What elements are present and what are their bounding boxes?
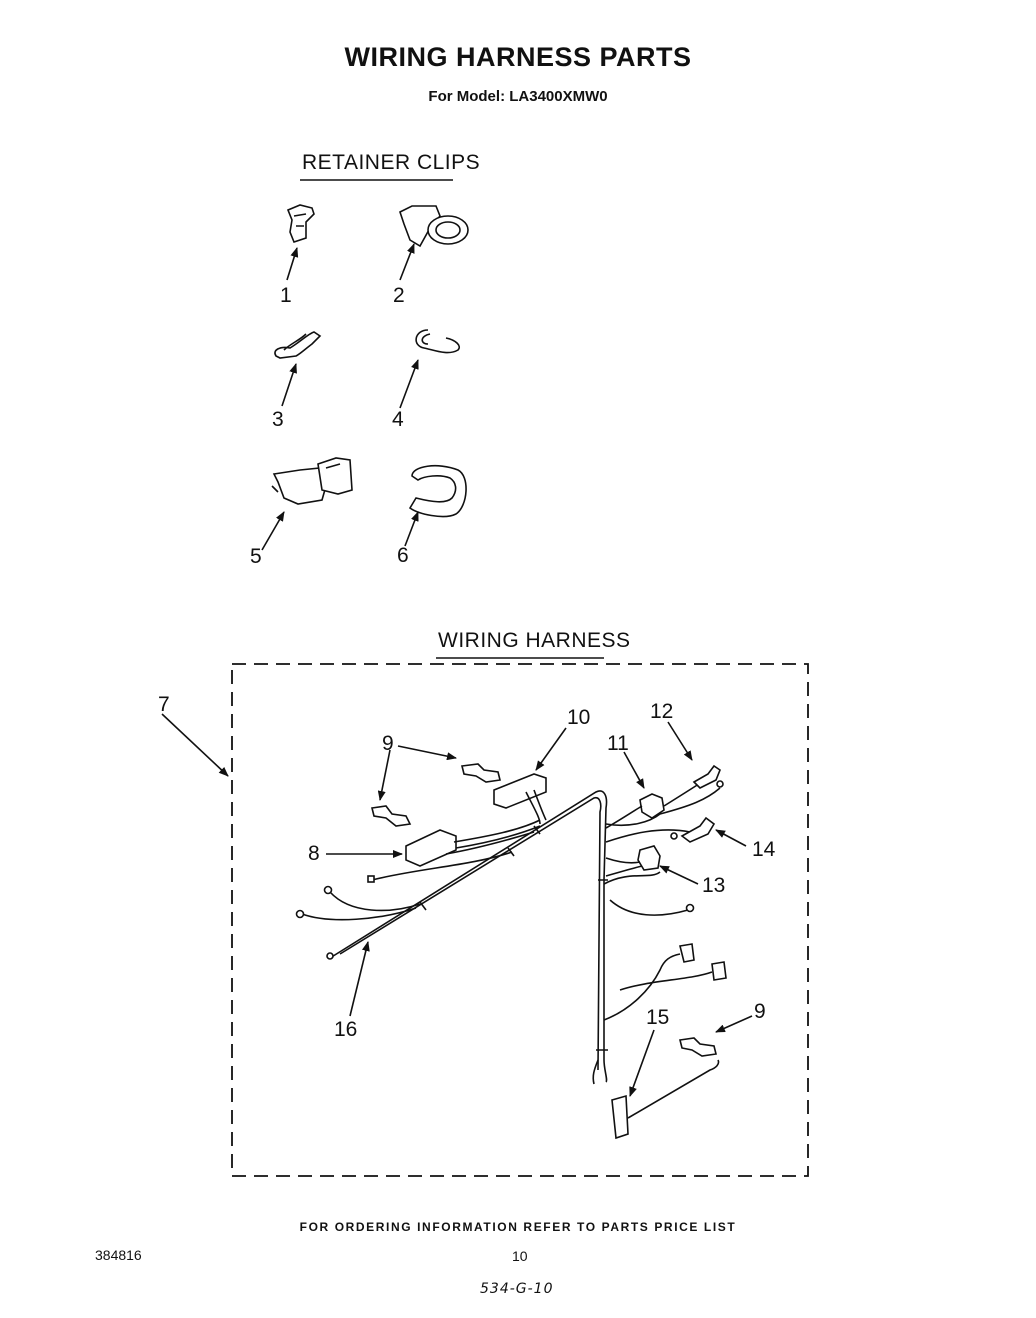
callout-3: 3 [272, 408, 284, 431]
arrow-2 [400, 244, 414, 280]
callout-14: 14 [752, 838, 776, 861]
arrow-5 [262, 512, 284, 550]
arrow-7 [162, 714, 228, 776]
callout-7: 7 [158, 693, 170, 716]
retainer-clips-heading: RETAINER CLIPS [302, 151, 481, 174]
clip-6-icon [410, 466, 466, 517]
model-subtitle: For Model: LA3400XMW0 [428, 88, 608, 105]
clip-2-icon [400, 206, 468, 246]
document-number: 384816 [95, 1247, 142, 1263]
callout-2: 2 [393, 284, 405, 307]
callout-15: 15 [646, 1006, 670, 1029]
callout-11: 11 [607, 732, 629, 755]
handwritten-code: 534-G-10 [480, 1281, 554, 1297]
arrow-11 [624, 752, 644, 788]
callout-12: 12 [650, 700, 674, 723]
callout-4: 4 [392, 408, 404, 431]
arrow-9a-down [380, 750, 390, 800]
callout-16: 16 [334, 1018, 358, 1041]
wiring-harness-heading: WIRING HARNESS [438, 629, 631, 652]
ordering-info-footer: FOR ORDERING INFORMATION REFER TO PARTS PRICE LIST [299, 1220, 737, 1234]
arrow-13 [660, 866, 698, 884]
arrow-1 [287, 248, 297, 280]
callout-5: 5 [250, 545, 262, 568]
arrow-12 [668, 722, 692, 760]
callout-13: 13 [702, 874, 726, 897]
callout-8: 8 [308, 842, 320, 865]
arrow-14 [716, 830, 746, 846]
clip-5-icon [272, 458, 352, 504]
callout-1: 1 [280, 284, 292, 307]
callout-9-top: 9 [382, 732, 394, 755]
callout-10: 10 [567, 706, 591, 729]
arrow-10 [536, 728, 566, 770]
page-title: WIRING HARNESS PARTS [344, 42, 692, 72]
clip-4-icon [416, 330, 459, 353]
page-number: 10 [512, 1248, 528, 1264]
wiring-harness-icon [297, 764, 727, 1138]
harness-dashed-boundary [232, 664, 808, 1176]
arrow-15 [630, 1030, 654, 1096]
clip-1-icon [288, 205, 314, 242]
clip-3-icon [275, 332, 320, 358]
callout-6: 6 [397, 544, 409, 567]
arrow-4 [400, 360, 418, 408]
arrow-3 [282, 364, 296, 406]
arrow-9c [716, 1016, 752, 1032]
arrow-16 [350, 942, 368, 1016]
callout-9-lower: 9 [754, 1000, 766, 1023]
arrow-6 [405, 512, 418, 546]
arrow-9a-right [398, 746, 456, 758]
